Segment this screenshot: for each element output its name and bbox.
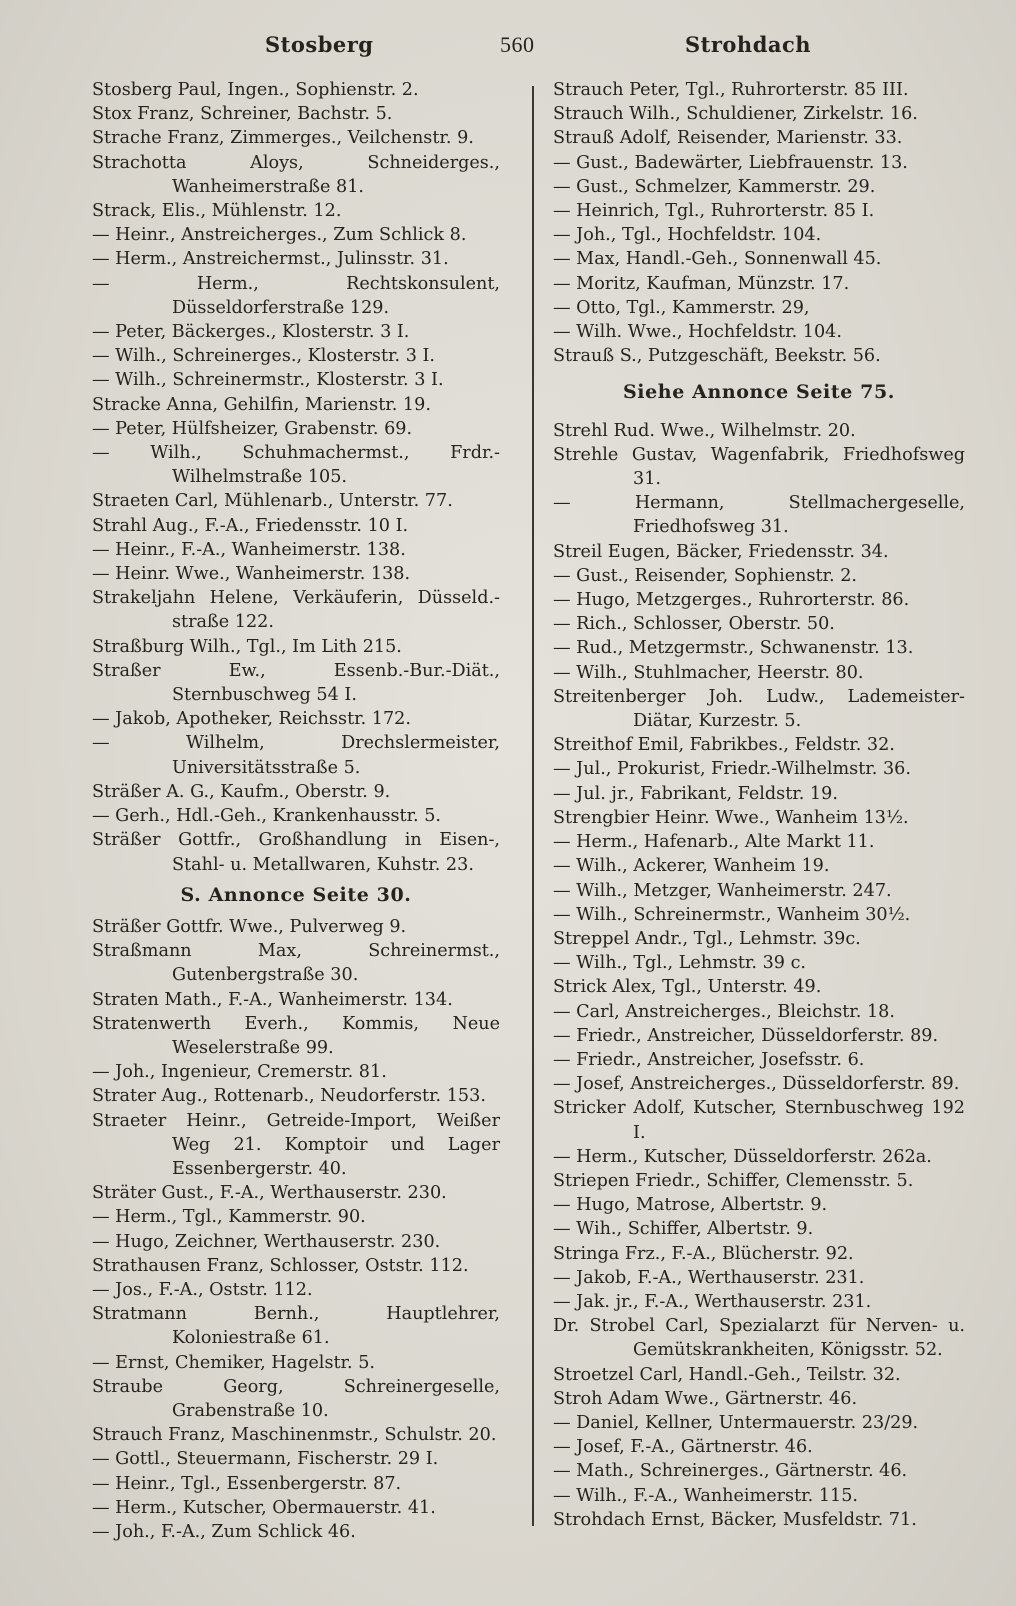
directory-entry: — Wilh., Schreinermstr., Klosterstr. 3 I. bbox=[92, 370, 444, 391]
directory-entry: Stroetzel Carl, Handl.-Geh., Teilstr. 32. bbox=[553, 1364, 901, 1385]
directory-entry: — Herm., Tgl., Kammerstr. 90. bbox=[92, 1207, 366, 1228]
directory-entry: — Wilhelm, Drechslermeister, Universitätsstraße 5. bbox=[92, 733, 500, 778]
directory-entry: — Wilh. Wwe., Hochfeldstr. 104. bbox=[553, 322, 842, 343]
directory-entry: Sträßer Gottfr., Großhandlung in Eisen-, Stahl- u. Metallwaren, Kuhstr. 23. bbox=[92, 830, 500, 875]
directory-entry: — Joh., F.-A., Zum Schlick 46. bbox=[92, 1521, 356, 1542]
header-left-keyword: Stosberg bbox=[265, 32, 374, 57]
directory-entry: Sträßer A. G., Kaufm., Oberstr. 9. bbox=[92, 781, 391, 802]
directory-entry: — Hugo, Metzgerges., Ruhrorterstr. 86. bbox=[553, 590, 910, 611]
left-entries-continued bbox=[92, 915, 500, 1544]
directory-entry: — Peter, Bäckerges., Klosterstr. 3 I. bbox=[92, 322, 410, 343]
advert-notice-left: S. Annonce Seite 30. bbox=[180, 883, 412, 906]
directory-entry: Straube Georg, Schreinergeselle, Grabenstraße 10. bbox=[92, 1376, 500, 1421]
directory-entry: — Herm., Hafenarb., Alte Markt 11. bbox=[553, 832, 875, 853]
directory-entry: — Jos., F.-A., Oststr. 112. bbox=[92, 1279, 313, 1300]
right-entries-continued bbox=[553, 419, 965, 1532]
directory-entry: — Peter, Hülfsheizer, Grabenstr. 69. bbox=[92, 418, 413, 439]
directory-entry: — Wilh., Tgl., Lehmstr. 39 c. bbox=[553, 953, 807, 974]
directory-entry: Strathausen Franz, Schlosser, Oststr. 112. bbox=[92, 1255, 469, 1276]
directory-entry: Straßburg Wilh., Tgl., Im Lith 215. bbox=[92, 636, 402, 657]
directory-entry: Strack, Elis., Mühlenstr. 12. bbox=[92, 201, 342, 222]
directory-entry: Strengbier Heinr. Wwe., Wanheim 13½. bbox=[553, 807, 909, 828]
directory-entry: — Herm., Anstreichermst., Julinsstr. 31. bbox=[92, 249, 449, 270]
directory-entry: — Gust., Badewärter, Liebfrauenstr. 13. bbox=[553, 152, 908, 173]
directory-entry: Stroh Adam Wwe., Gärtnerstr. 46. bbox=[553, 1388, 858, 1409]
directory-entry: — Hugo, Matrose, Albertstr. 9. bbox=[553, 1195, 828, 1216]
directory-entry: — Gust., Reisender, Sophienstr. 2. bbox=[553, 565, 857, 586]
directory-entry: — Math., Schreinerges., Gärtnerstr. 46. bbox=[553, 1461, 908, 1482]
directory-entry: — Wilh., Schreinermstr., Wanheim 30½. bbox=[553, 904, 911, 925]
directory-entry: Strater Aug., Rottenarb., Neudorferstr. 153. bbox=[92, 1086, 486, 1107]
directory-entry: — Jakob, Apotheker, Reichsstr. 172. bbox=[92, 709, 411, 730]
page-header bbox=[90, 32, 956, 72]
directory-entry: Dr. Strobel Carl, Spezialarzt für Nerven- u. Gemütskrankheiten, Königsstr. 52. bbox=[553, 1316, 965, 1361]
directory-entry: Strauß S., Putzgeschäft, Beekstr. 56. bbox=[553, 346, 881, 367]
directory-entry: — Wilh., Metzger, Wanheimerstr. 247. bbox=[553, 880, 892, 901]
directory-entry: — Heinr., F.-A., Wanheimerstr. 138. bbox=[92, 539, 406, 560]
directory-entry: Stosberg Paul, Ingen., Sophienstr. 2. bbox=[92, 80, 419, 100]
directory-entry: Straßer Ew., Essenb.-Bur.-Diät., Sternbuschweg 54 I. bbox=[92, 660, 500, 706]
directory-entry: Strauch Wilh., Schuldiener, Zirkelstr. 16. bbox=[553, 104, 918, 125]
left-column bbox=[92, 78, 500, 1544]
directory-entry: — Moritz, Kaufman, Münzstr. 17. bbox=[553, 273, 850, 294]
directory-entry: Stricker Adolf, Kutscher, Sternbuschweg 192 I. bbox=[553, 1098, 965, 1143]
directory-entry: Strache Franz, Zimmerges., Veilchenstr. 9. bbox=[92, 128, 474, 149]
directory-entry: Sträßer Gottfr. Wwe., Pulverweg 9. bbox=[92, 916, 407, 937]
left-entries bbox=[92, 78, 500, 877]
directory-entry: Strehl Rud. Wwe., Wilhelmstr. 20. bbox=[553, 420, 856, 441]
directory-entry: — Ernst, Chemiker, Hagelstr. 5. bbox=[92, 1352, 375, 1373]
directory-entry: Strauch Franz, Maschinenmstr., Schulstr. 20. bbox=[92, 1425, 497, 1446]
directory-entry: — Gerh., Hdl.-Geh., Krankenhausstr. 5. bbox=[92, 806, 442, 827]
directory-entry: Strehle Gustav, Wagenfabrik, Friedhofsweg 31. bbox=[553, 444, 965, 490]
directory-entry: Stracke Anna, Gehilfin, Marienstr. 19. bbox=[92, 394, 431, 415]
directory-entry: — Joh., Ingenieur, Cremerstr. 81. bbox=[92, 1062, 387, 1083]
directory-entry: — Friedr., Anstreicher, Josefsstr. 6. bbox=[553, 1049, 865, 1070]
directory-entry: Straeter Heinr., Getreide-Import, Weißer Weg 21. Komptoir und Lager Essenbergerstr. 40. bbox=[92, 1110, 500, 1179]
directory-entry: Strakeljahn Helene, Verkäuferin, Düsseld.-straße 122. bbox=[92, 588, 500, 633]
directory-entry: Strauß Adolf, Reisender, Marienstr. 33. bbox=[553, 128, 903, 149]
directory-entry: — Max, Handl.-Geh., Sonnenwall 45. bbox=[553, 249, 882, 270]
directory-entry: Strahl Aug., F.-A., Friedensstr. 10 I. bbox=[92, 515, 409, 536]
header-right-keyword: Strohdach bbox=[685, 32, 812, 57]
directory-entry: — Hugo, Zeichner, Werthauserstr. 230. bbox=[92, 1231, 441, 1252]
directory-entry: Stratmann Bernh., Hauptlehrer, Koloniestraße 61. bbox=[92, 1304, 500, 1349]
directory-entry: Streithof Emil, Fabrikbes., Feldstr. 32. bbox=[553, 735, 895, 756]
directory-entry: — Hermann, Stellmachergeselle, Friedhofsweg 31. bbox=[553, 493, 965, 538]
directory-entry: — Daniel, Kellner, Untermauerstr. 23/29. bbox=[553, 1412, 919, 1433]
directory-entry: — Josef, Anstreicherges., Düsseldorferstr. 89. bbox=[553, 1074, 960, 1095]
directory-entry: — Josef, F.-A., Gärtnerstr. 46. bbox=[553, 1437, 813, 1458]
directory-entry: Streppel Andr., Tgl., Lehmstr. 39c. bbox=[553, 928, 861, 949]
directory-entry: — Heinr., Tgl., Essenbergerstr. 87. bbox=[92, 1473, 402, 1494]
directory-entry: Straten Math., F.-A., Wanheimerstr. 134. bbox=[92, 989, 453, 1010]
page-number: 560 bbox=[500, 32, 535, 57]
directory-entry: — Herm., Kutscher, Obermauerstr. 41. bbox=[92, 1497, 436, 1518]
directory-entry: — Wilh., Schuhmachermst., Frdr.-Wilhelmstraße 105. bbox=[92, 443, 500, 488]
directory-entry: Straeten Carl, Mühlenarb., Unterstr. 77. bbox=[92, 491, 453, 512]
directory-entry: — Wilh., F.-A., Wanheimerstr. 115. bbox=[553, 1485, 858, 1506]
directory-entry: — Rich., Schlosser, Oberstr. 50. bbox=[553, 614, 835, 635]
directory-entry: Sträter Gust., F.-A., Werthauserstr. 230. bbox=[92, 1183, 447, 1204]
directory-entry: — Joh., Tgl., Hochfeldstr. 104. bbox=[553, 225, 822, 246]
directory-entry: — Herm., Kutscher, Düsseldorferstr. 262a. bbox=[553, 1146, 932, 1167]
directory-entry: — Friedr., Anstreicher, Düsseldorferstr. 89. bbox=[553, 1025, 939, 1046]
directory-entry: — Heinr. Wwe., Wanheimerstr. 138. bbox=[92, 564, 411, 585]
directory-entry: — Jul. jr., Fabrikant, Feldstr. 19. bbox=[553, 783, 838, 804]
directory-entry: Straßmann Max, Schreinermst., Gutenbergstraße 30. bbox=[92, 941, 500, 986]
column-divider bbox=[532, 86, 534, 1526]
right-column bbox=[553, 78, 965, 1532]
directory-entry: Striepen Friedr., Schiffer, Clemensstr. 5. bbox=[553, 1170, 914, 1191]
directory-entry: — Jul., Prokurist, Friedr.-Wilhelmstr. 36. bbox=[553, 759, 911, 780]
directory-entry: Stratenwerth Everh., Kommis, Neue Weselerstraße 99. bbox=[92, 1013, 500, 1058]
directory-entry: — Rud., Metzgermstr., Schwanenstr. 13. bbox=[553, 638, 914, 659]
directory-entry: — Wilh., Schreinerges., Klosterstr. 3 I. bbox=[92, 346, 436, 367]
directory-entry: Streil Eugen, Bäcker, Friedensstr. 34. bbox=[553, 541, 889, 562]
directory-entry: Strohdach Ernst, Bäcker, Musfeldstr. 71. bbox=[553, 1509, 917, 1530]
directory-entry: — Gottl., Steuermann, Fischerstr. 29 I. bbox=[92, 1449, 439, 1470]
directory-entry: — Gust., Schmelzer, Kammerstr. 29. bbox=[553, 176, 876, 197]
directory-entry: Stringa Frz., F.-A., Blücherstr. 92. bbox=[553, 1243, 854, 1264]
directory-entry: Stox Franz, Schreiner, Bachstr. 5. bbox=[92, 104, 393, 125]
directory-entry: Strick Alex, Tgl., Unterstr. 49. bbox=[553, 977, 822, 998]
directory-entry: — Jak. jr., F.-A., Werthauserstr. 231. bbox=[553, 1291, 872, 1312]
directory-entry: — Otto, Tgl., Kammerstr. 29, bbox=[553, 297, 810, 318]
directory-entry: — Wilh., Ackerer, Wanheim 19. bbox=[553, 856, 830, 877]
advert-notice-right: Siehe Annonce Seite 75. bbox=[622, 381, 896, 404]
directory-entry: — Jakob, F.-A., Werthauserstr. 231. bbox=[553, 1267, 865, 1288]
directory-entry: — Carl, Anstreicherges., Bleichstr. 18. bbox=[553, 1001, 895, 1022]
directory-entry: — Heinr., Anstreicherges., Zum Schlick 8. bbox=[92, 225, 467, 246]
directory-entry: Strauch Peter, Tgl., Ruhrorterstr. 85 III. bbox=[553, 80, 909, 100]
directory-entry: — Herm., Rechtskonsulent, Düsseldorferstraße 129. bbox=[92, 273, 500, 318]
directory-entry: Strachotta Aloys, Schneiderges., Wanheimerstraße 81. bbox=[92, 152, 500, 197]
directory-entry: Streitenberger Joh. Ludw., Lademeister-Diätar, Kurzestr. 5. bbox=[553, 686, 965, 732]
directory-entry: — Wih., Schiffer, Albertstr. 9. bbox=[553, 1219, 814, 1240]
directory-entry: — Wilh., Stuhlmacher, Heerstr. 80. bbox=[553, 662, 864, 683]
directory-entry: — Heinrich, Tgl., Ruhrorterstr. 85 I. bbox=[553, 201, 875, 222]
right-entries bbox=[553, 78, 965, 368]
